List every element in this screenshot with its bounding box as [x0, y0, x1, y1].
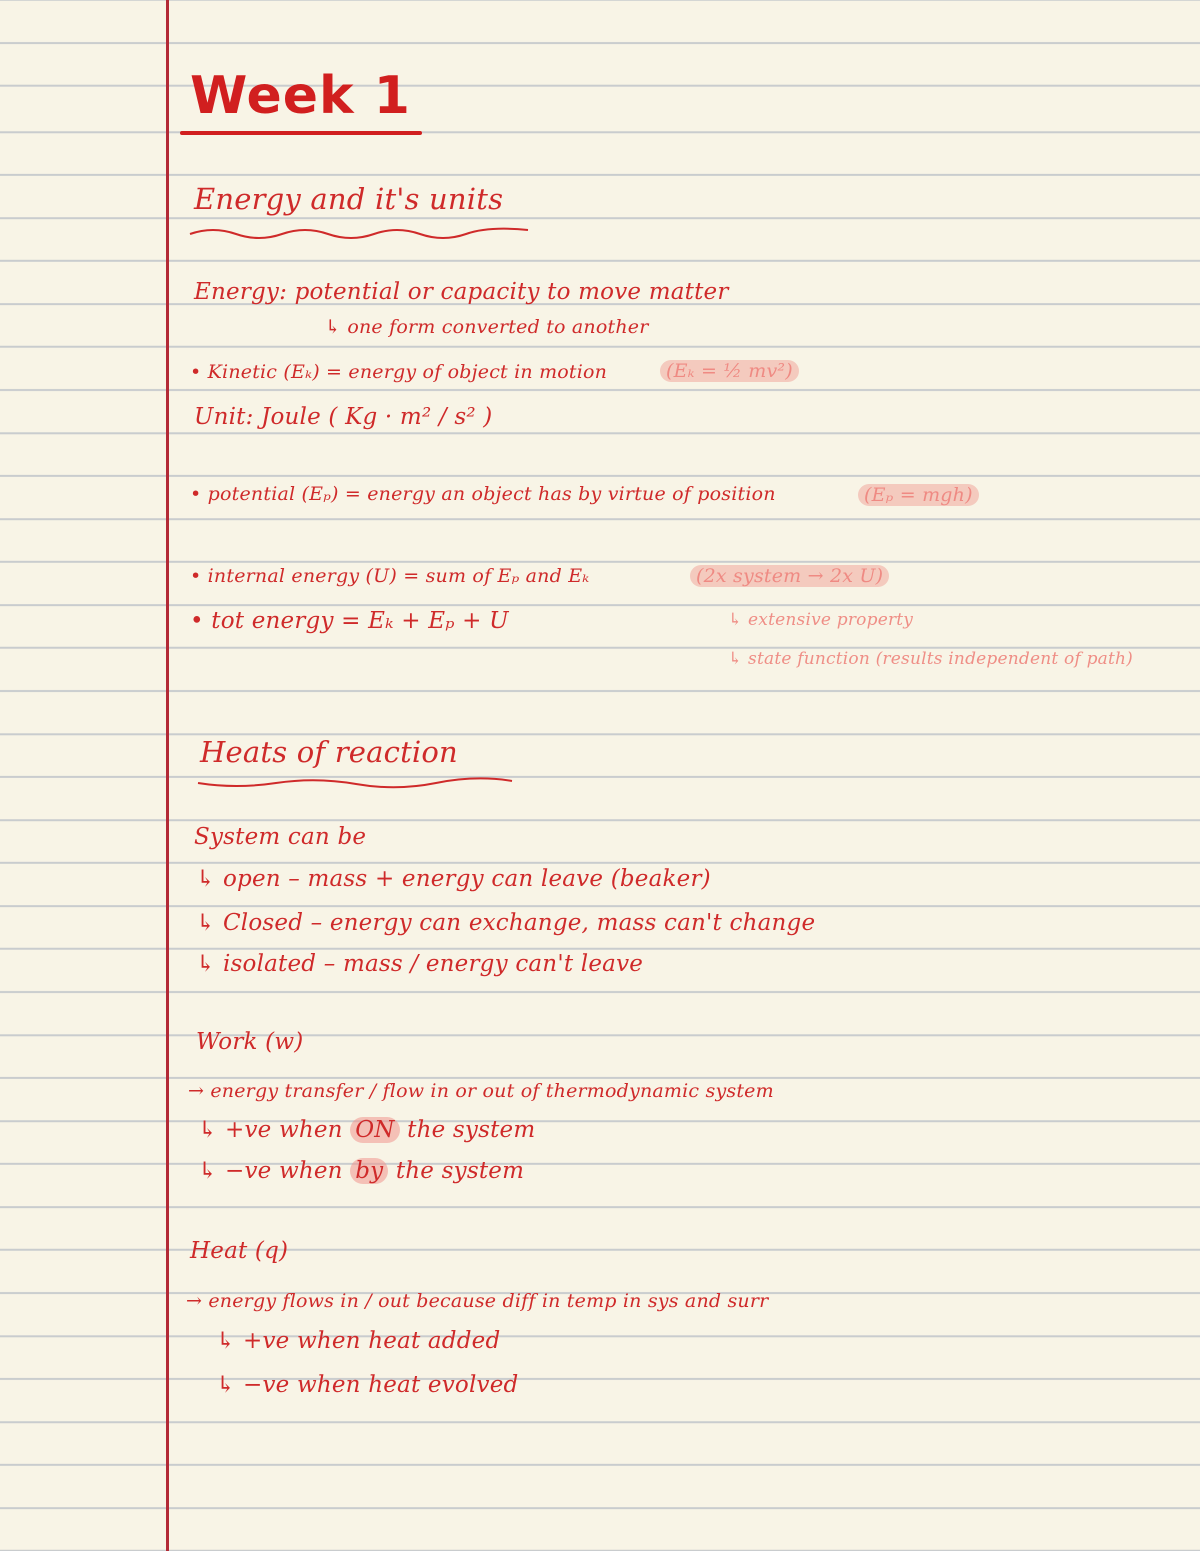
system-open: ↳ open – mass + energy can leave (beaker)	[196, 866, 711, 892]
work-negative-prefix: ↳ −ve when	[198, 1158, 351, 1184]
work-positive-suffix: the system	[399, 1117, 536, 1143]
internal-energy-line: • internal energy (U) = sum of Eₚ and Eₖ	[190, 565, 590, 587]
total-energy-line: • tot energy = Eₖ + Eₚ + U	[190, 608, 509, 634]
heading-squiggle-underline	[196, 775, 516, 791]
section-heading-energy: Energy and it's units	[194, 182, 504, 216]
internal-energy-note-highlight: (2x system → 2x U)	[690, 565, 889, 587]
potential-energy-line: • potential (Eₚ) = energy an object has by virtue of position	[190, 483, 776, 505]
work-negative	[198, 1158, 524, 1184]
system-isolated: ↳ isolated – mass / energy can't leave	[196, 951, 644, 977]
note-state-function: ↳ state function (results independent of path)	[728, 649, 1133, 669]
section-heading-heats: Heats of reaction	[200, 735, 458, 769]
kinetic-energy-line: • Kinetic (Eₖ) = energy of object in motion	[190, 361, 608, 383]
heading-squiggle-underline	[188, 222, 533, 244]
work-by-highlight: by	[350, 1158, 388, 1184]
kinetic-formula-highlight: (Eₖ = ½ mv²)	[660, 360, 799, 382]
work-heading: Work (w)	[196, 1029, 304, 1055]
unit-joule-line: Unit: Joule ( Kg · m² / s² )	[194, 404, 493, 430]
work-positive	[198, 1117, 535, 1143]
title-underline	[180, 131, 422, 135]
work-negative-suffix: the system	[388, 1158, 525, 1184]
work-on-highlight: ON	[350, 1117, 399, 1143]
system-intro: System can be	[194, 824, 367, 850]
page-title: Week 1	[190, 66, 411, 126]
heat-negative: ↳ −ve when heat evolved	[216, 1372, 519, 1398]
heat-definition: → energy flows in / out because diff in temp in sys and surr	[186, 1290, 769, 1312]
energy-definition: Energy: potential or capacity to move matter	[194, 279, 729, 305]
potential-formula-highlight: (Eₚ = mgh)	[858, 484, 979, 506]
note-extensive-property: ↳ extensive property	[728, 610, 914, 630]
energy-definition-sub: ↳ one form converted to another	[325, 316, 649, 338]
heat-heading: Heat (q)	[190, 1238, 289, 1264]
work-positive-prefix: ↳ +ve when	[198, 1117, 351, 1143]
work-definition: → energy transfer / flow in or out of thermodynamic system	[188, 1080, 774, 1102]
margin-line	[166, 0, 169, 1551]
system-closed: ↳ Closed – energy can exchange, mass can't change	[196, 910, 816, 936]
heat-positive: ↳ +ve when heat added	[216, 1328, 501, 1354]
